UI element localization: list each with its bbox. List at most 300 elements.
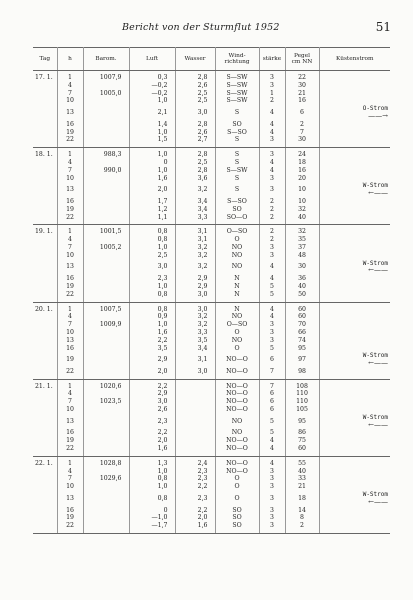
water-temp-cell: 2,7	[175, 136, 215, 147]
wind-strength-cell: 5	[259, 414, 285, 430]
wind-strength-cell: 3	[259, 337, 285, 345]
date-cell	[33, 252, 57, 260]
col-wind-richtung	[215, 48, 259, 71]
wind-direction-cell: NO—O	[215, 352, 259, 368]
hour-cell: 1	[57, 302, 83, 313]
barometer-cell	[83, 121, 129, 129]
barometer-cell	[83, 390, 129, 398]
wind-strength-cell: 4	[259, 105, 285, 121]
gauge-level-cell: 66	[285, 329, 319, 337]
table-row	[33, 321, 390, 329]
water-temp-cell: 3,6	[175, 175, 215, 183]
wind-strength-cell: 4	[259, 121, 285, 129]
barometer-cell	[83, 406, 129, 414]
water-temp-cell: 2,8	[175, 148, 215, 159]
hour-cell: 22	[57, 445, 83, 456]
table-row	[33, 429, 390, 437]
wind-strength-cell: 3	[259, 321, 285, 329]
date-cell	[33, 167, 57, 175]
date-cell	[33, 236, 57, 244]
barometer-cell: 988,3	[83, 148, 129, 159]
current-cell	[319, 252, 390, 260]
gauge-level-cell: 110	[285, 398, 319, 406]
col-wind-richtung-line2: richtung	[224, 59, 250, 65]
water-temp-cell	[175, 437, 215, 445]
table-row	[33, 398, 390, 406]
water-temp-cell: 3,0	[175, 105, 215, 121]
air-temp-cell: 2,3	[129, 275, 175, 283]
table-row	[33, 313, 390, 321]
water-temp-cell: 2,4	[175, 456, 215, 467]
table-row	[33, 244, 390, 252]
current-cell	[319, 167, 390, 175]
barometer-cell	[83, 214, 129, 225]
table-row	[33, 414, 390, 430]
gauge-level-cell: 20	[285, 175, 319, 183]
air-temp-cell: 2,1	[129, 105, 175, 121]
arrow-left-icon: ←——	[368, 497, 388, 506]
wind-direction-cell: O	[215, 329, 259, 337]
current-cell	[319, 313, 390, 321]
water-temp-cell: 3,1	[175, 352, 215, 368]
col-luft: Luft	[129, 48, 175, 71]
barometer-cell: 1009,9	[83, 321, 129, 329]
col-pegel	[285, 48, 319, 71]
current-cell	[319, 90, 390, 98]
hour-cell: 7	[57, 398, 83, 406]
gauge-level-cell: 74	[285, 337, 319, 345]
hour-cell: 1	[57, 71, 83, 82]
barometer-cell	[83, 236, 129, 244]
hour-cell: 19	[57, 437, 83, 445]
hour-cell: 22	[57, 214, 83, 225]
date-cell	[33, 507, 57, 515]
wind-direction-cell: NO—O	[215, 468, 259, 476]
hour-cell: 22	[57, 522, 83, 533]
table-row	[33, 337, 390, 345]
hour-cell: 16	[57, 198, 83, 206]
gauge-level-cell: 95	[285, 345, 319, 353]
table-row	[33, 468, 390, 476]
gauge-level-cell: 10	[285, 198, 319, 206]
date-cell	[33, 175, 57, 183]
wind-direction-cell: N	[215, 302, 259, 313]
gauge-level-cell: 32	[285, 206, 319, 214]
hour-cell: 1	[57, 379, 83, 390]
date-cell	[33, 483, 57, 491]
hour-cell: 13	[57, 105, 83, 121]
gauge-level-cell: 50	[285, 291, 319, 302]
water-temp-cell	[175, 379, 215, 390]
gauge-level-cell: 40	[285, 283, 319, 291]
gauge-level-cell: 95	[285, 414, 319, 430]
barometer-cell	[83, 414, 129, 430]
gauge-level-cell: 60	[285, 313, 319, 321]
air-temp-cell: 1,0	[129, 468, 175, 476]
air-temp-cell: 1,4	[129, 121, 175, 129]
water-temp-cell: 2,6	[175, 129, 215, 137]
water-temp-cell: 3,0	[175, 302, 215, 313]
wind-direction-cell: NO	[215, 252, 259, 260]
water-temp-cell: 3,4	[175, 345, 215, 353]
wind-direction-cell: O	[215, 483, 259, 491]
table-row	[33, 198, 390, 206]
hour-cell: 13	[57, 337, 83, 345]
col-pegel-line2: cm NN	[291, 59, 313, 65]
barometer-cell	[83, 491, 129, 507]
water-temp-cell: 2,2	[175, 507, 215, 515]
water-temp-cell: 2,5	[175, 97, 215, 105]
air-temp-cell: 1,1	[129, 214, 175, 225]
hour-cell: 7	[57, 244, 83, 252]
table-header	[33, 48, 390, 71]
wind-strength-cell: 2	[259, 236, 285, 244]
table-row	[33, 260, 390, 276]
gauge-level-cell: 7	[285, 129, 319, 137]
wind-direction-cell: SO	[215, 514, 259, 522]
hour-cell: 13	[57, 260, 83, 276]
date-cell	[33, 182, 57, 198]
table-row	[33, 437, 390, 445]
date-cell: 22. 1.	[33, 456, 57, 467]
date-cell	[33, 121, 57, 129]
gauge-level-cell: 105	[285, 406, 319, 414]
wind-strength-cell: 4	[259, 159, 285, 167]
hour-cell: 16	[57, 507, 83, 515]
current-cell	[319, 337, 390, 345]
barometer-cell	[83, 329, 129, 337]
air-temp-cell: 1,2	[129, 206, 175, 214]
air-temp-cell: —1,0	[129, 514, 175, 522]
wind-strength-cell: 5	[259, 283, 285, 291]
date-cell	[33, 491, 57, 507]
barometer-cell	[83, 291, 129, 302]
current-cell	[319, 236, 390, 244]
barometer-cell	[83, 522, 129, 533]
wind-direction-cell: SO	[215, 522, 259, 533]
hour-cell: 7	[57, 90, 83, 98]
barometer-cell	[83, 337, 129, 345]
water-temp-cell: 3,2	[175, 252, 215, 260]
current-cell	[319, 468, 390, 476]
current-cell	[319, 429, 390, 437]
air-temp-cell: 0,8	[129, 236, 175, 244]
air-temp-cell: 0,8	[129, 491, 175, 507]
wind-strength-cell: 4	[259, 129, 285, 137]
wind-direction-cell: S	[215, 159, 259, 167]
current-cell	[319, 390, 390, 398]
air-temp-cell: 0,8	[129, 291, 175, 302]
current-cell	[319, 182, 390, 198]
wind-strength-cell: 2	[259, 198, 285, 206]
wind-strength-cell: 3	[259, 483, 285, 491]
current-cell	[319, 329, 390, 337]
gauge-level-cell: 33	[285, 475, 319, 483]
wind-direction-cell: NO	[215, 337, 259, 345]
current-cell	[319, 352, 390, 368]
hour-cell: 16	[57, 121, 83, 129]
date-cell	[33, 136, 57, 147]
date-cell	[33, 291, 57, 302]
water-temp-cell	[175, 429, 215, 437]
water-temp-cell: 1,6	[175, 522, 215, 533]
table-row	[33, 121, 390, 129]
running-title: Bericht von der Sturmflut 1952	[122, 22, 280, 33]
gauge-level-cell: 30	[285, 260, 319, 276]
table-row	[33, 167, 390, 175]
wind-strength-cell: 6	[259, 390, 285, 398]
gauge-level-cell: 2	[285, 121, 319, 129]
wind-strength-cell: 1	[259, 90, 285, 98]
wind-strength-cell: 7	[259, 379, 285, 390]
wind-direction-cell: NO—O	[215, 398, 259, 406]
current-cell	[319, 345, 390, 353]
barometer-cell: 1028,8	[83, 456, 129, 467]
table-row	[33, 182, 390, 198]
date-cell	[33, 159, 57, 167]
hour-cell: 22	[57, 368, 83, 379]
water-temp-cell	[175, 398, 215, 406]
gauge-level-cell: 97	[285, 352, 319, 368]
barometer-cell	[83, 136, 129, 147]
date-cell	[33, 321, 57, 329]
water-temp-cell	[175, 445, 215, 456]
wind-strength-cell: 3	[259, 182, 285, 198]
barometer-cell	[83, 97, 129, 105]
hour-cell: 16	[57, 429, 83, 437]
air-temp-cell: 2,2	[129, 379, 175, 390]
gauge-level-cell: 30	[285, 136, 319, 147]
date-cell	[33, 345, 57, 353]
air-temp-cell: 2,5	[129, 252, 175, 260]
date-cell	[33, 214, 57, 225]
air-temp-cell: 2,0	[129, 182, 175, 198]
barometer-cell	[83, 275, 129, 283]
hour-cell: 19	[57, 283, 83, 291]
current-cell	[319, 514, 390, 522]
date-cell	[33, 313, 57, 321]
date-cell	[33, 368, 57, 379]
water-temp-cell: 2,3	[175, 468, 215, 476]
wind-direction-cell: O—SO	[215, 225, 259, 236]
table-row	[33, 445, 390, 456]
wind-strength-cell: 3	[259, 475, 285, 483]
gauge-level-cell: 40	[285, 468, 319, 476]
current-label: W-Strom	[362, 413, 388, 421]
current-cell	[319, 206, 390, 214]
wind-direction-cell: S—SW	[215, 167, 259, 175]
barometer-cell: 1023,5	[83, 398, 129, 406]
col-barom: Barom.	[83, 48, 129, 71]
current-cell	[319, 105, 390, 121]
current-cell	[319, 456, 390, 467]
water-temp-cell: 3,1	[175, 225, 215, 236]
hour-cell: 19	[57, 514, 83, 522]
current-cell	[319, 368, 390, 379]
hour-cell: 19	[57, 206, 83, 214]
page-number: 51	[375, 20, 391, 34]
air-temp-cell: 0,8	[129, 475, 175, 483]
hour-cell: 4	[57, 82, 83, 90]
wind-strength-cell: 3	[259, 82, 285, 90]
table-row	[33, 236, 390, 244]
hour-cell: 22	[57, 291, 83, 302]
water-temp-cell: 3,2	[175, 321, 215, 329]
water-temp-cell: 3,2	[175, 260, 215, 276]
table-row	[33, 368, 390, 379]
wind-strength-cell: 3	[259, 148, 285, 159]
barometer-cell	[83, 175, 129, 183]
air-temp-cell: 0	[129, 507, 175, 515]
hour-cell: 4	[57, 236, 83, 244]
barometer-cell: 1007,5	[83, 302, 129, 313]
gauge-level-cell: 110	[285, 390, 319, 398]
wind-strength-cell: 2	[259, 214, 285, 225]
wind-strength-cell: 5	[259, 429, 285, 437]
hour-cell: 4	[57, 390, 83, 398]
wind-strength-cell: 6	[259, 406, 285, 414]
date-cell: 17. 1.	[33, 71, 57, 82]
air-temp-cell: 1,0	[129, 321, 175, 329]
gauge-level-cell: 37	[285, 244, 319, 252]
date-cell: 18. 1.	[33, 148, 57, 159]
wind-direction-cell: SO	[215, 206, 259, 214]
date-cell	[33, 198, 57, 206]
wind-direction-cell: NO	[215, 414, 259, 430]
water-temp-cell: 2,2	[175, 483, 215, 491]
barometer-cell	[83, 445, 129, 456]
water-temp-cell: 2,8	[175, 71, 215, 82]
current-cell	[319, 321, 390, 329]
col-kuestenstrom: Küstenstrom	[319, 48, 390, 71]
wind-direction-cell: O	[215, 491, 259, 507]
hour-cell: 1	[57, 456, 83, 467]
table-row	[33, 475, 390, 483]
wind-direction-cell: NO—O	[215, 437, 259, 445]
wind-direction-cell: S—SW	[215, 82, 259, 90]
hour-cell: 10	[57, 483, 83, 491]
current-cell	[319, 291, 390, 302]
gauge-level-cell: 16	[285, 97, 319, 105]
wind-direction-cell: S	[215, 105, 259, 121]
wind-strength-cell: 4	[259, 313, 285, 321]
water-temp-cell: 2,9	[175, 275, 215, 283]
date-cell	[33, 206, 57, 214]
water-temp-cell: 2,8	[175, 167, 215, 175]
wind-strength-cell: 4	[259, 437, 285, 445]
air-temp-cell: —0,2	[129, 90, 175, 98]
wind-direction-cell: NO	[215, 260, 259, 276]
arrow-left-icon: ←——	[368, 189, 388, 198]
air-temp-cell: 1,0	[129, 167, 175, 175]
current-label: W-Strom	[362, 259, 388, 267]
wind-strength-cell: 3	[259, 514, 285, 522]
hour-cell: 7	[57, 321, 83, 329]
gauge-level-cell: 36	[285, 275, 319, 283]
current-cell	[319, 159, 390, 167]
current-cell	[319, 437, 390, 445]
hour-cell: 4	[57, 159, 83, 167]
water-temp-cell	[175, 406, 215, 414]
hour-cell: 19	[57, 129, 83, 137]
wind-direction-cell: SO	[215, 507, 259, 515]
gauge-level-cell: 40	[285, 214, 319, 225]
hour-cell: 16	[57, 345, 83, 353]
measurement-table	[33, 47, 390, 534]
current-cell	[319, 445, 390, 456]
wind-direction-cell: S—SW	[215, 97, 259, 105]
current-cell	[319, 507, 390, 515]
air-temp-cell: 2,2	[129, 337, 175, 345]
hour-cell: 13	[57, 182, 83, 198]
air-temp-cell: 3,0	[129, 398, 175, 406]
air-temp-cell: 2,2	[129, 429, 175, 437]
air-temp-cell: 2,9	[129, 390, 175, 398]
gauge-level-cell: 6	[285, 105, 319, 121]
air-temp-cell: 3,5	[129, 345, 175, 353]
table-row	[33, 291, 390, 302]
air-temp-cell: 1,0	[129, 244, 175, 252]
wind-direction-cell: NO—O	[215, 456, 259, 467]
hour-cell: 22	[57, 136, 83, 147]
current-cell	[319, 129, 390, 137]
table-row	[33, 175, 390, 183]
gauge-level-cell: 16	[285, 167, 319, 175]
gauge-level-cell: 8	[285, 514, 319, 522]
barometer-cell: 1029,6	[83, 475, 129, 483]
table-row	[33, 302, 390, 313]
current-cell	[319, 97, 390, 105]
wind-strength-cell: 3	[259, 71, 285, 82]
wind-direction-cell: O—SO	[215, 321, 259, 329]
table-row	[33, 90, 390, 98]
air-temp-cell: 1,6	[129, 175, 175, 183]
hour-cell: 16	[57, 275, 83, 283]
water-temp-cell: 3,4	[175, 206, 215, 214]
barometer-cell	[83, 507, 129, 515]
current-cell	[319, 148, 390, 159]
barometer-cell: 1020,6	[83, 379, 129, 390]
arrow-left-icon: ←——	[368, 266, 388, 275]
air-temp-cell: 0,8	[129, 302, 175, 313]
date-cell: 20. 1.	[33, 302, 57, 313]
water-temp-cell: 2,3	[175, 475, 215, 483]
wind-direction-cell: NO	[215, 313, 259, 321]
current-cell	[319, 214, 390, 225]
hour-cell: 10	[57, 175, 83, 183]
date-cell	[33, 129, 57, 137]
water-temp-cell: 3,3	[175, 214, 215, 225]
wind-strength-cell: 5	[259, 345, 285, 353]
date-cell: 21. 1.	[33, 379, 57, 390]
wind-strength-cell: 7	[259, 368, 285, 379]
date-cell	[33, 522, 57, 533]
barometer-cell: 990,0	[83, 167, 129, 175]
wind-strength-cell: 3	[259, 507, 285, 515]
date-cell	[33, 90, 57, 98]
hour-cell: 1	[57, 225, 83, 236]
date-cell	[33, 437, 57, 445]
air-temp-cell: 2,9	[129, 352, 175, 368]
day-group	[33, 71, 390, 148]
water-temp-cell: 2,6	[175, 82, 215, 90]
date-cell	[33, 275, 57, 283]
date-cell	[33, 445, 57, 456]
air-temp-cell: 1,0	[129, 483, 175, 491]
table-row	[33, 329, 390, 337]
gauge-level-cell: 18	[285, 159, 319, 167]
date-cell	[33, 97, 57, 105]
